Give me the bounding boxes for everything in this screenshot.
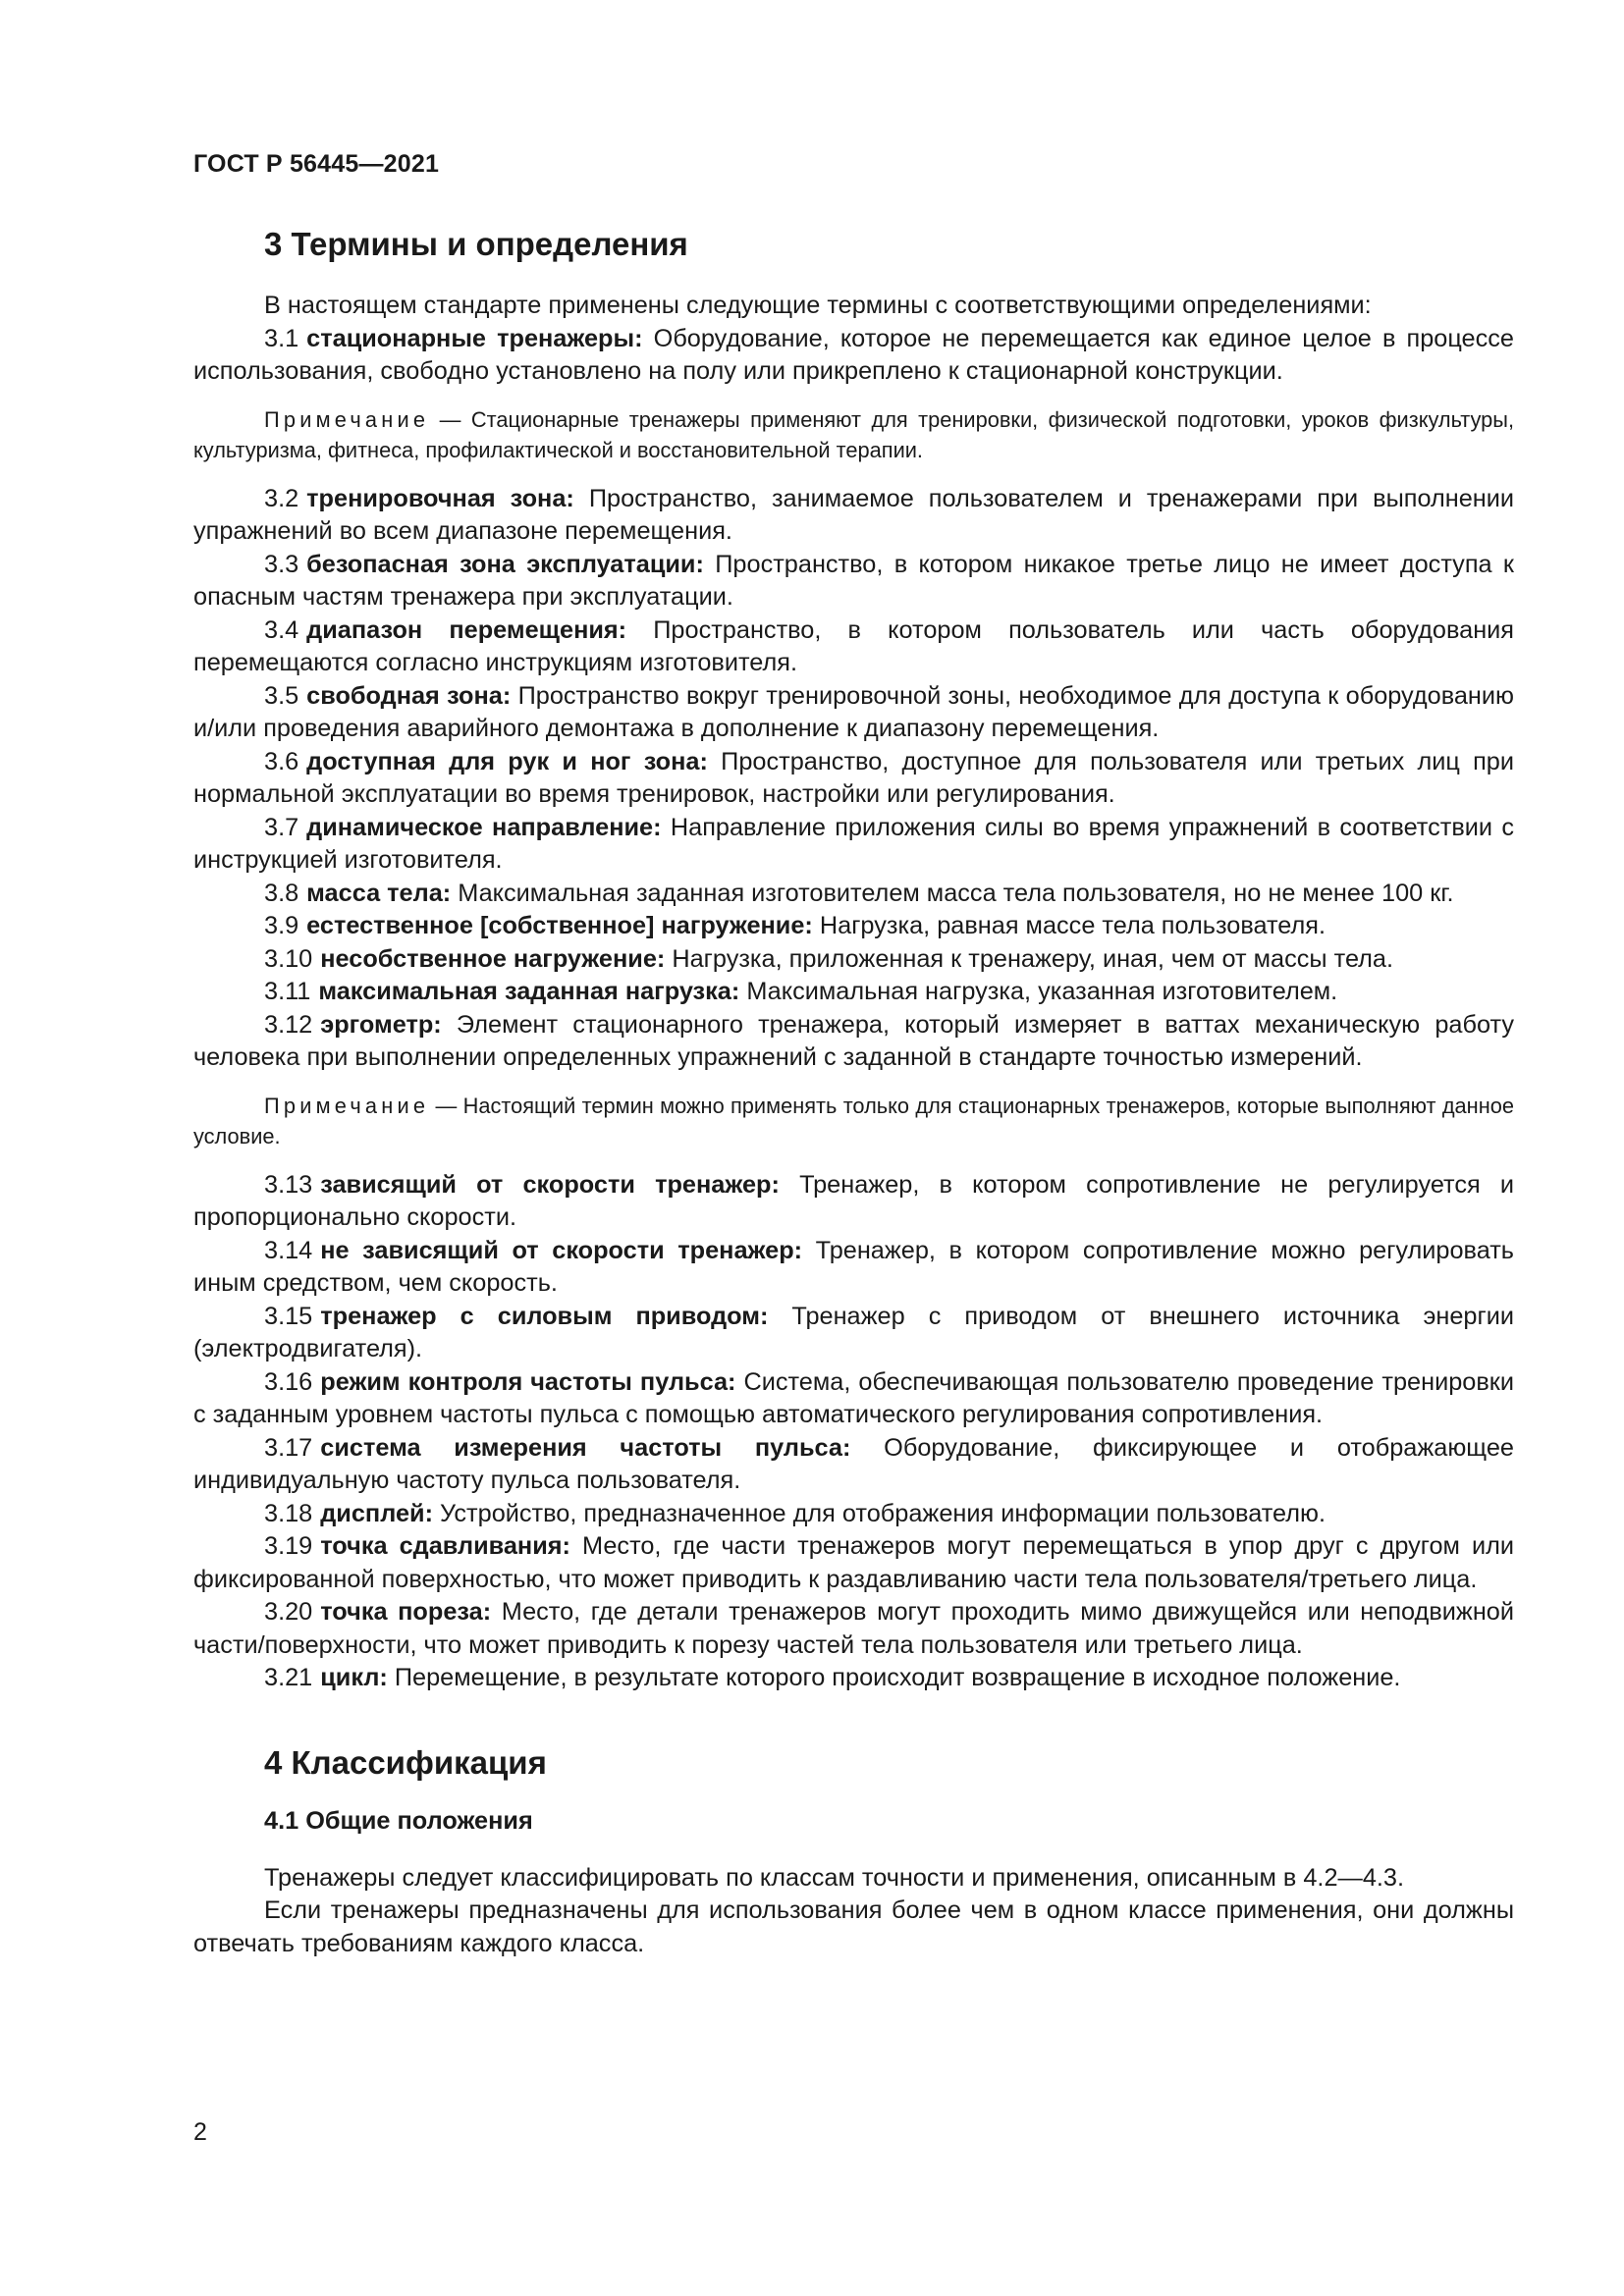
section-4-1-paragraph-1: Тренажеры следует классифицировать по классам точности и применения, описанным в 4.2—4.3. xyxy=(264,1863,1405,1892)
page-content xyxy=(193,220,1514,1960)
term-3-2: 3.2 тренировочная зона: Пространство, занимаемое пользователем и тренажерами при выполнении упражнений во всем диапазоне перемещения. xyxy=(193,484,1515,545)
term-3-12: 3.12 эргометр: Элемент стационарного тренажера, который измеряет в ваттах механическую работу человека при выполнении определенных упражнений с заданной в стандарте точностью измерений. xyxy=(193,1010,1514,1071)
page-number: 2 xyxy=(193,2118,207,2146)
section-4-1-paragraph-2: Если тренажеры предназначены для использования более чем в одном классе применения, они должны отвечать требованиям каждого класса. xyxy=(193,1896,1514,1957)
note-2: Примечание — Настоящий термин можно применять только для стационарных тренажеров, которые выполняют данное условие. xyxy=(193,1093,1514,1148)
term-3-13: 3.13 зависящий от скорости тренажер: Тренажер, в котором сопротивление не регулируется и пропорционально скорости. xyxy=(193,1170,1515,1231)
section-4-1-heading: 4.1 Общие положения xyxy=(264,1806,533,1835)
term-3-16: 3.16 режим контроля частоты пульса: Система, обеспечивающая пользователю проведение тренировки с заданным уровнем частоты пульса с помощью автоматического регулирования сопротивления. xyxy=(193,1367,1514,1428)
term-3-14: 3.14 не зависящий от скорости тренажер: Тренажер, в котором сопротивление можно регулировать иным средством, чем скорость. xyxy=(193,1236,1514,1297)
section-4-heading: 4 Классификация xyxy=(264,1743,547,1781)
term-3-17: 3.17 система измерения частоты пульса: Оборудование, фиксирующее и отображающее индивидуальную частоту пульса пользователя. xyxy=(193,1433,1514,1494)
term-3-11: 3.11 максимальная заданная нагрузка: Максимальная нагрузка, указанная изготовителем. xyxy=(264,978,1338,1005)
term-3-10: 3.10 несобственное нагружение: Нагрузка, приложенная к тренажеру, иная, чем от массы тела. xyxy=(264,944,1394,973)
term-3-18: 3.18 дисплей: Устройство, предназначенное для отображения информации пользователю. xyxy=(264,1499,1326,1527)
term-3-4: 3.4 диапазон перемещения: Пространство, в котором пользователь или часть оборудования перемещаются согласно инструкциям изготовителя. xyxy=(193,615,1514,676)
term-3-1: 3.1 стационарные тренажеры: Оборудование, которое не перемещается как единое целое в процессе использования, свободно установлено на полу или прикреплено к стационарной конструкции. xyxy=(193,324,1514,385)
term-3-9: 3.9 естественное [собственное] нагружение: Нагрузка, равная массе тела пользователя. xyxy=(264,912,1326,939)
term-3-8: 3.8 масса тела: Максимальная заданная изготовителем масса тела пользователя, но не менее 100 кг. xyxy=(264,879,1454,907)
term-3-6: 3.6 доступная для рук и ног зона: Пространство, доступное для пользователя или третьих лиц при нормальной эксплуатации во время тренировок, настройки или регулирования. xyxy=(193,747,1514,808)
term-3-20: 3.20 точка пореза: Место, где детали тренажеров могут проходить мимо движущейся или неподвижной части/поверхности, что может приводить к порезу частей тела пользователя или третьего лица. xyxy=(193,1598,1514,1659)
note-1: Примечание — Стационарные тренажеры применяют для тренировки, физической подготовки, уроков физкультуры, культуризма, фитнеса, профилактической и восстановительной терапии. xyxy=(193,406,1514,462)
term-3-7: 3.7 динамическое направление: Направление приложения силы во время упражнений в соответствии с инструкцией изготовителя. xyxy=(193,813,1514,874)
document-code: ГОСТ Р 56445—2021 xyxy=(193,150,440,178)
term-3-21: 3.21 цикл: Перемещение, в результате которого происходит возвращение в исходное положение. xyxy=(264,1664,1401,1691)
term-3-19: 3.19 точка сдавливания: Место, где части тренажеров могут перемещаться в упор друг с другом или фиксированной поверхностью, что может приводить к раздавливанию части тела пользователя/третьего лица. xyxy=(193,1532,1514,1593)
term-3-15: 3.15 тренажер с силовым приводом: Тренажер с приводом от внешнего источника энергии (электродвигателя). xyxy=(193,1302,1514,1362)
section-3-heading: 3 Термины и определения xyxy=(264,226,688,262)
term-3-3: 3.3 безопасная зона эксплуатации: Пространство, в котором никакое третье лицо не имеет доступа к опасным частям тренажера при эксплуатации. xyxy=(193,550,1514,611)
section-3-intro: В настоящем стандарте применены следующие термины с соответствующими определениями: xyxy=(264,292,1372,319)
term-3-5: 3.5 свободная зона: Пространство вокруг тренировочной зоны, необходимое для доступа к оборудованию и/или проведения аварийного демонтажа в дополнение к диапазону перемещения. xyxy=(193,681,1514,742)
